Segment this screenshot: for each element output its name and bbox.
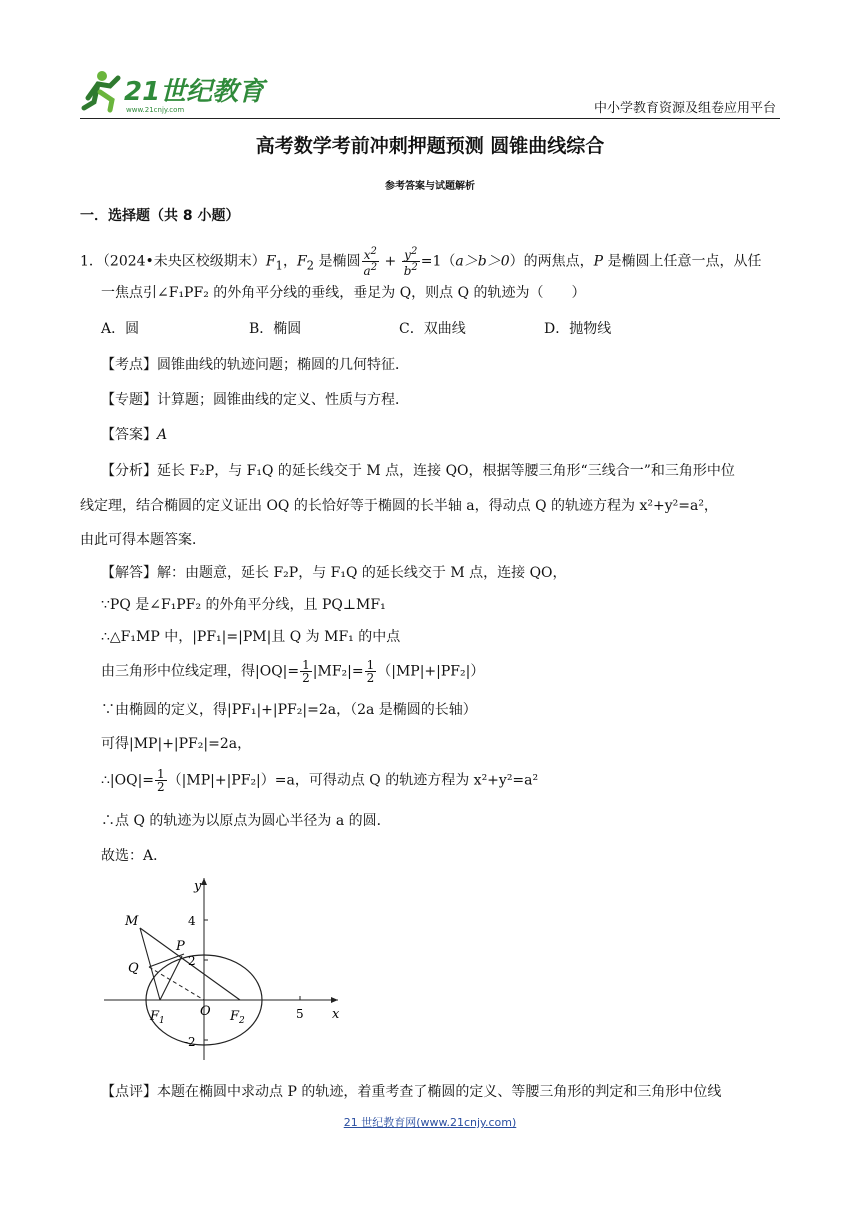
logo-url: www.21cnjy.com [126,106,185,114]
solution-line5: ∵由椭圆的定义，得|PF₁|+|PF₂|=2a，（2a 是椭圆的长轴） [101,702,477,718]
label-o: O [200,1004,211,1019]
solution-choice: 故选：A． [101,848,168,864]
label-m: M [125,914,139,929]
label-x-axis: x [332,1007,340,1022]
analysis-line2: 线定理，结合椭圆的定义证出 OQ 的长恰好等于椭圆的长半轴 a，得动点 Q 的轨迹方程为 x²+y²=a²， [80,498,718,514]
site-logo [80,66,265,116]
analysis-line3: 由此可得本题答案． [80,532,206,548]
question-number: 1． [80,253,103,270]
analysis-line1: 【分析】延长 F₂P，与 F₁Q 的延长线交于 M 点，连接 QO，根据等腰三角形“三线合一”和三角形中位 [101,463,735,479]
solution-line6: 可得|MP|+|PF₂|=2a， [101,736,252,752]
option-b: B．椭圆 [249,321,302,337]
logo-text: 21世纪教育 [124,77,265,107]
ellipse-figure [100,870,345,1065]
solution-line3: ∴△F₁MP 中，|PF₁|=|PM|且 Q 为 MF₁ 的中点 [101,629,401,645]
tick-y4: 4 [188,914,196,928]
label-p: P [176,939,185,954]
zhuanti: 【专题】计算题；圆锥曲线的定义、性质与方程． [101,392,409,408]
page-subtitle: 参考答案与试题解析 [385,181,475,192]
runner-icon [84,71,118,110]
x-axis-arrow [331,997,338,1003]
question-stem-line1: 1．（2024•未央区校级期末）$F_1$，$F_2$ 是椭圆 $\frac{x^2}{a^2}$ + $\frac{y^2}{b^2}$ =1（a＞b＞0）的两焦点，P 是椭圆上任意一点，从任 [80,246,762,278]
tick-x5: 5 [296,1007,304,1021]
kaodian: 【考点】圆锥曲线的轨迹问题；椭圆的几何特征． [101,357,409,373]
label-y-axis: y [194,879,202,894]
answer: 【答案】A [101,427,168,443]
label-q: Q [128,961,139,976]
solution-line7: ∴|OQ|= $\frac{1}{2}$ （|MP|+|PF₂|）=a，可得动点 Q 的轨迹方程为 x²+y²=a² [101,767,539,794]
section-heading: 一．选择题（共 8 小题） [80,208,240,224]
segment-q-o [149,967,204,1000]
footer-link[interactable]: 21 世纪教育网(www.21cnjy.com) [343,1116,517,1129]
solution-line2: ∵PQ 是∠F₁PF₂ 的外角平分线，且 PQ⊥MF₁ [101,597,386,613]
solution-line1: 【解答】解：由题意，延长 F₂P，与 F₁Q 的延长线交于 M 点，连接 QO， [101,565,567,581]
fraction-x2-a2: $\frac{x^2}{a^2}$ [363,246,378,278]
page-title: 高考数学考前冲刺押题预测 圆锥曲线综合 [255,135,605,157]
platform-name: 中小学教育资源及组卷应用平台 [593,101,776,116]
y-axis-arrow [201,878,207,885]
question-stem-line2: 一焦点引∠F₁PF₂ 的外角平分线的垂线，垂足为 Q，则点 Q 的轨迹为（ ） [101,285,586,301]
label-f1: $F_1$ [150,1009,165,1026]
comment-line1: 【点评】本题在椭圆中求动点 P 的轨迹，着重考查了椭圆的定义、等腰三角形的判定和三角形中位线 [101,1084,722,1100]
question-source: （2024•未央区校级期末） [102,253,266,270]
fraction-y2-b2: $\frac{y^2}{b^2}$ [403,246,418,278]
tick-y2: 2 [188,954,196,968]
solution-line8: ∴点 Q 的轨迹为以原点为圆心半径为 a 的圆． [101,813,391,829]
option-d: D．抛物线 [544,321,612,337]
option-a: A．圆 [101,321,140,337]
solution-line4: 由三角形中位线定理，得|OQ|= $\frac{1}{2}$ |MF₂|= $\frac{1}{2}$ （|MP|+|PF₂|） [101,658,485,685]
header-divider [80,118,780,119]
tick-yneg2: -2 [184,1035,196,1049]
options-row [101,319,801,339]
label-f2: $F_2$ [230,1009,245,1026]
option-c: C．双曲线 [399,321,466,337]
